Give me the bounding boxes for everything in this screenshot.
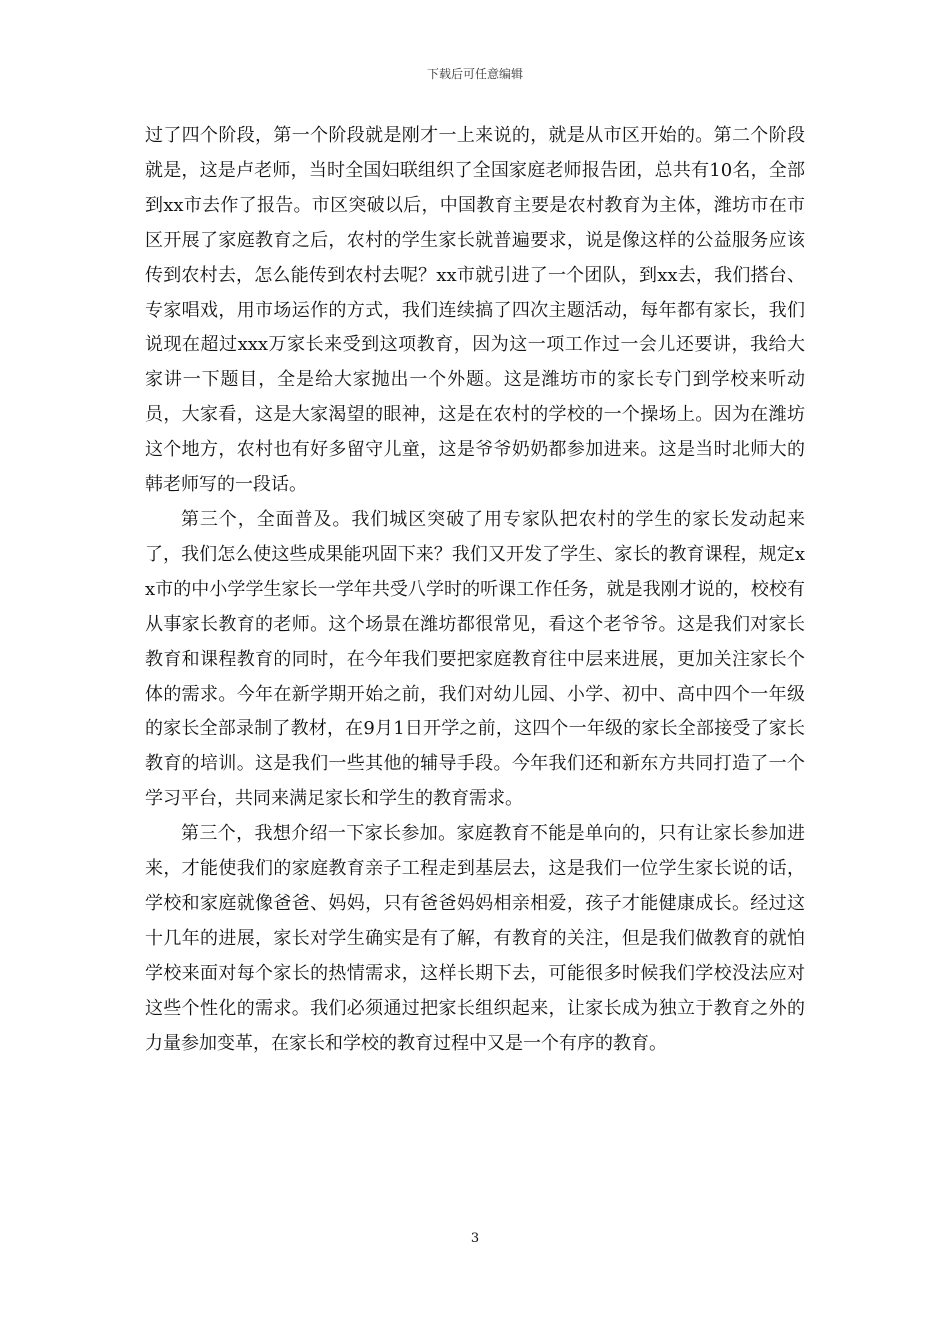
paragraph-2: 第三个，全面普及。我们城区突破了用专家队把农村的学生的家长发动起来了，我们怎么使这些成果能巩固下来？我们又开发了学生、家长的教育课程，规定xx市的中小学学生家长一学年共受八学时的听课工作任务，就是我刚才说的，校校有从事家长教育的老师。这个场景在潍坊都很常见，看这个老爷爷。这是我们对家长教育和课程教育的同时，在今年我们要把家庭教育往中层来进展，更加关注家长个体的需求。今年在新学期开始之前，我们对幼儿园、小学、初中、高中四个一年级的家长全部录制了教材，在9月1日开学之前，这四个一年级的家长全部接受了家长教育的培训。这是我们一些其他的辅导手段。今年我们还和新东方共同打造了一个学习平台，共同来满足家长和学生的教育需求。 <box>145 508 805 810</box>
document-body <box>145 119 805 1061</box>
page-header: 下载后可任意编辑 <box>426 67 523 81</box>
paragraph-1: 过了四个阶段，第一个阶段就是刚才一上来说的，就是从市区开始的。第二个阶段就是，这是卢老师，当时全国妇联组织了全国家庭老师报告团，总共有10名，全部到xx市去作了报告。市区突破以后，中国教育主要是农村教育为主体，潍坊市在市区开展了家庭教育之后，农村的学生家长就普遍要求，说是像这样的公益服务应该传到农村去，怎么能传到农村去呢？xx市就引进了一个团队，到xx去，我们搭台、专家唱戏，用市场运作的方式，我们连续搞了四次主题活动，每年都有家长，我们说现在超过xxx万家长来受到这项教育，因为这一项工作过一会儿还要讲，我给大家讲一下题目，全是给大家抛出一个外题。这是潍坊市的家长专门到学校来听动员，大家看，这是大家渴望的眼神，这是在农村的学校的一个操场上。因为在潍坊这个地方，农村也有好多留守儿童，这是爷爷奶奶都参加进来。这是当时北师大的韩老师写的一段话。 <box>145 125 805 496</box>
paragraph-3: 第三个，我想介绍一下家长参加。家庭教育不能是单向的，只有让家长参加进来，才能使我们的家庭教育亲子工程走到基层去，这是我们一位学生家长说的话，学校和家庭就像爸爸、妈妈，只有爸爸妈妈相亲相爱，孩子才能健康成长。经过这十几年的进展，家长对学生确实是有了解，有教育的关注，但是我们做教育的就怕学校来面对每个家长的热情需求，这样长期下去，可能很多时候我们学校没法应对这些个性化的需求。我们必须通过把家长组织起来，让家长成为独立于教育之外的力量参加变革，在家长和学校的教育过程中又是一个有序的教育。 <box>145 823 805 1054</box>
page-number: 3 <box>470 1231 480 1246</box>
